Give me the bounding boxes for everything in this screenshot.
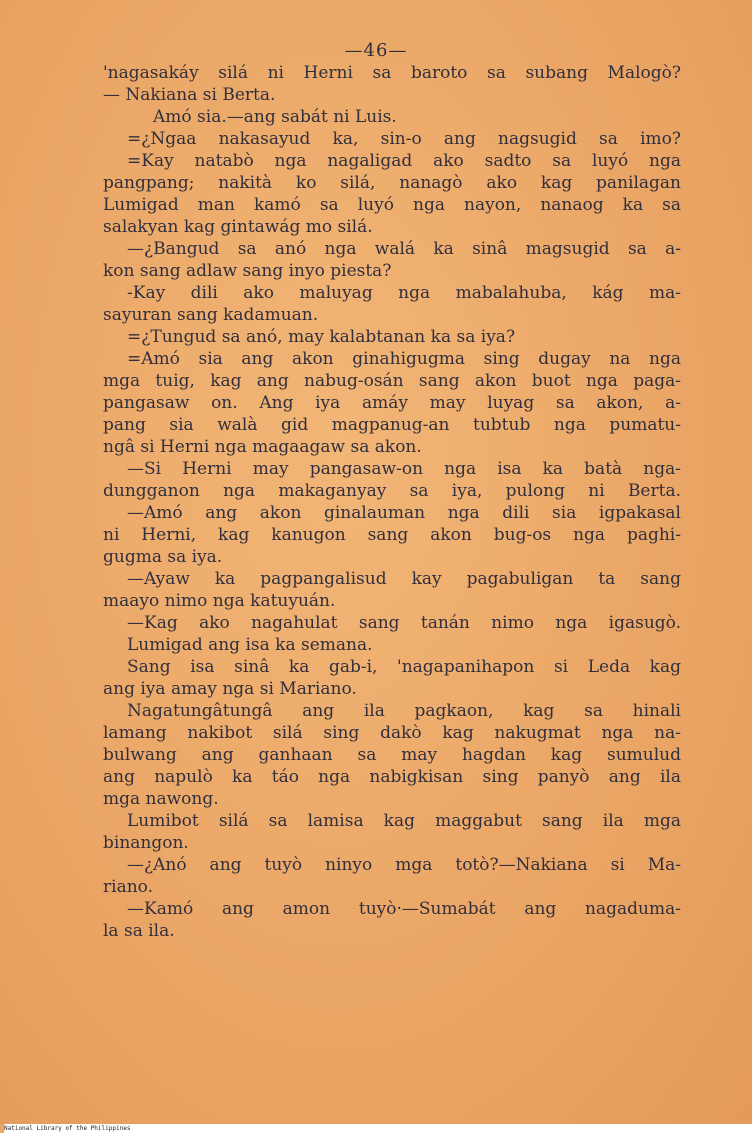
text-line: —Ayaw ka pagpangalisud kay pagabuligan ta sang bbox=[127, 569, 681, 589]
text-line: — Nakiana si Berta. bbox=[103, 85, 276, 105]
text-line: Lumibot silá sa lamisa kag maggabut sang ila mga bbox=[127, 811, 681, 831]
text-line: ngâ si Herni nga magaagaw sa akon. bbox=[103, 437, 422, 457]
text-line: =¿Ngaa nakasayud ka, sin-o ang nagsugid sa imo? bbox=[127, 129, 681, 149]
text-line: —¿Bangud sa anó nga walá ka sinâ magsugid sa a- bbox=[127, 239, 681, 259]
text-line: riano. bbox=[103, 877, 153, 897]
text-line: gugma sa iya. bbox=[103, 547, 223, 567]
page-number: —46— bbox=[344, 40, 408, 61]
text-line: —Amó ang akon ginalauman nga dili sia igpakasal bbox=[127, 503, 681, 523]
text-line: Lumigad man kamó sa luyó nga nayon, nanaog ka sa bbox=[103, 195, 681, 215]
text-line: Nagatungâtungâ ang ila pagkaon, kag sa hinali bbox=[127, 701, 681, 721]
text-line: dungganon nga makaganyay sa iya, pulong ni Berta. bbox=[103, 481, 681, 501]
text-line: ni Herni, kag kanugon sang akon bug-os nga paghi- bbox=[103, 525, 681, 545]
text-line: salakyan kag gintawág mo silá. bbox=[103, 217, 373, 237]
text-line: pang sia walà gid magpanug-an tubtub nga pumatu- bbox=[103, 415, 681, 435]
text-line: sayuran sang kadamuan. bbox=[103, 305, 319, 325]
text-line: Amó sia.—ang sabát ni Luis. bbox=[153, 107, 397, 127]
text-line: mga tuig, kag ang nabug-osán sang akon buot nga paga- bbox=[103, 371, 681, 391]
text-line: kon sang adlaw sang inyo piesta? bbox=[103, 261, 392, 281]
page-text bbox=[103, 62, 681, 942]
text-line: mga nawong. bbox=[103, 789, 219, 809]
text-line: bulwang ang ganhaan sa may hagdan kag sumulud bbox=[103, 745, 681, 765]
text-line: 'nagasakáy silá ni Herni sa baroto sa subang Malogò? bbox=[103, 63, 681, 83]
text-line: ang napulò ka táo nga nabigkisan sing panyò ang ila bbox=[103, 767, 681, 787]
text-line: Lumigad ang isa ka semana. bbox=[127, 635, 373, 655]
text-line: —Si Herni may pangasaw-on nga isa ka batà nga- bbox=[127, 459, 681, 479]
text-line: —Kamó ang amon tuyò·—Sumabát ang nagaduma- bbox=[127, 899, 681, 919]
text-line: la sa ila. bbox=[103, 921, 175, 941]
text-line: —¿Anó ang tuyò ninyo mga totò?—Nakiana si Ma- bbox=[127, 855, 681, 875]
text-line: -Kay dili ako maluyag nga mabalahuba, kág ma- bbox=[127, 283, 681, 303]
footer-credit: National Library of the Philippines bbox=[4, 1124, 752, 1133]
text-line: Sang isa sinâ ka gab-i, 'nagapanihapon si Leda kag bbox=[127, 657, 681, 677]
text-line: pangasaw on. Ang iya amáy may luyag sa akon, a- bbox=[103, 393, 681, 413]
text-line: =¿Tungud sa anó, may kalabtanan ka sa iya? bbox=[127, 327, 516, 347]
text-line: pangpang; nakità ko silá, nanagò ako kag panilagan bbox=[103, 173, 681, 193]
text-line: =Kay natabò nga nagaligad ako sadto sa luyó nga bbox=[127, 151, 681, 171]
text-line: =Amó sia ang akon ginahigugma sing dugay na nga bbox=[127, 349, 681, 369]
text-line: lamang nakibot silá sing dakò kag nakugmat nga na- bbox=[103, 723, 681, 743]
text-line: ang iya amay nga si Mariano. bbox=[103, 679, 357, 699]
text-line: maayo nimo nga katuyuán. bbox=[103, 591, 336, 611]
text-line: —Kag ako nagahulat sang tanán nimo nga igasugò. bbox=[127, 613, 681, 633]
text-line: binangon. bbox=[103, 833, 189, 853]
